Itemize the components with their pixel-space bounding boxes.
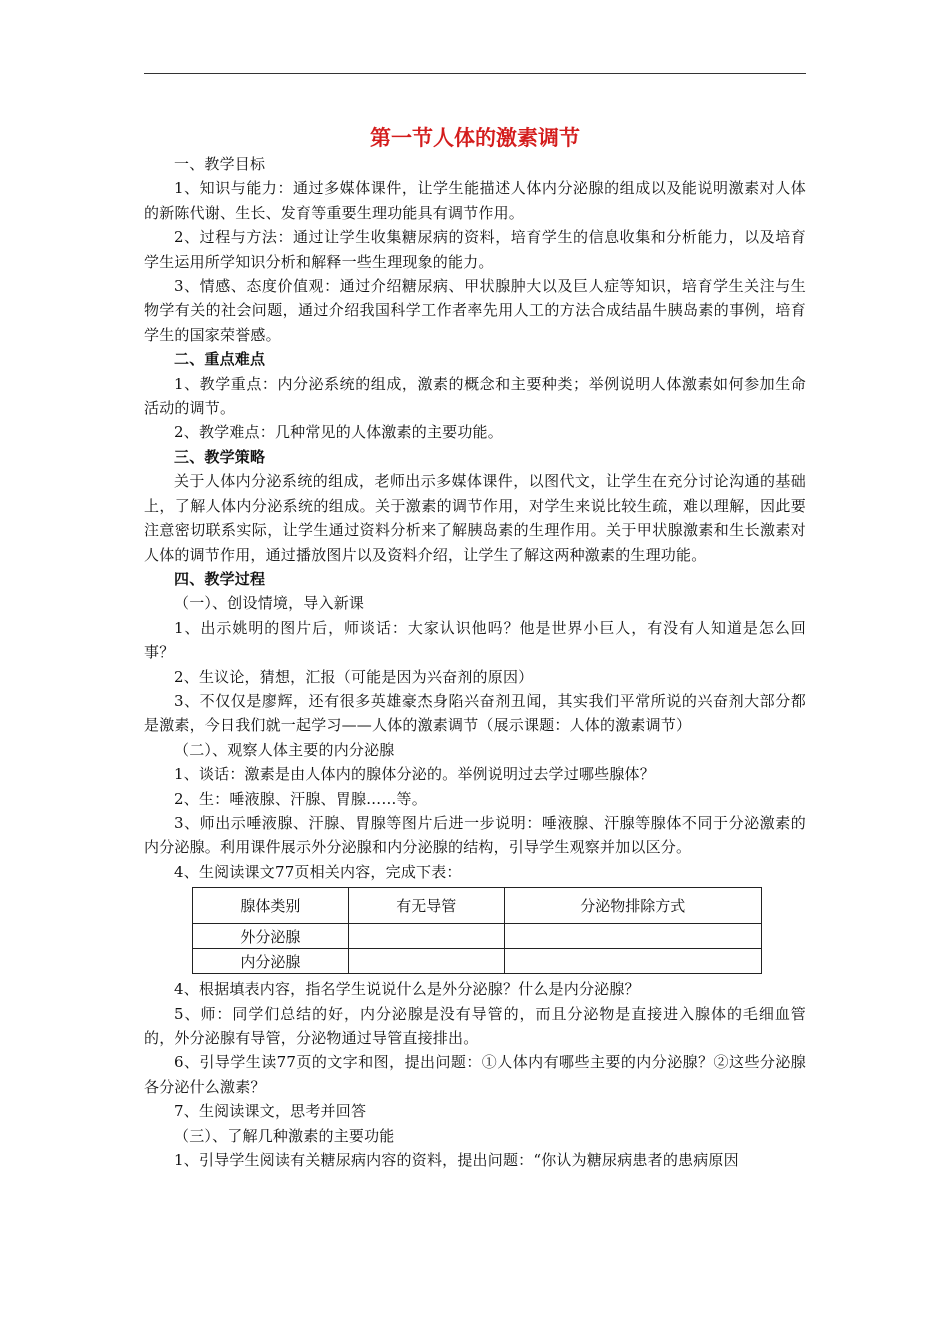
section-heading: 三、教学策略 (174, 447, 266, 466)
paragraph: 5、师：同学们总结的好，内分泌腺是没有导管的，而且分泌物是直接进入腺体的毛细血管的，外分泌腺有导管，分泌物通过导管直接排出。 (144, 1004, 806, 1047)
document-body (144, 124, 806, 1172)
table-row (193, 924, 762, 949)
paragraph: 3、情感、态度价值观：通过介绍糖尿病、甲状腺肿大以及巨人症等知识，培育学生关注与生物学有关的社会问题，通过介绍我国科学工作者率先用人工的方法合成结晶牛胰岛素的事例，培育学生的国家荣誉感。 (144, 277, 806, 344)
paragraph: 1、引导学生阅读有关糖尿病内容的资料，提出问题：“你认为糖尿病患者的患病原因 (174, 1151, 739, 1170)
page-title: 第一节人体的激素调节 (370, 125, 580, 150)
paragraph: 1、谈话：激素是由人体内的腺体分泌的。举例说明过去学过哪些腺体？ (174, 765, 655, 784)
paragraph: 4、根据填表内容，指名学生说说什么是外分泌腺？什么是内分泌腺？ (174, 980, 640, 999)
gland-table (192, 887, 762, 974)
table-cell (348, 924, 504, 949)
paragraph: 2、生：唾液腺、汗腺、胃腺……等。 (174, 789, 427, 808)
table-cell: 内分泌腺 (193, 949, 349, 974)
table-cell: 外分泌腺 (193, 924, 349, 949)
section-before-table (144, 152, 806, 884)
paragraph: 3、不仅仅是廖辉，还有很多英雄豪杰身陷兴奋剂丑闻，其实我们平常所说的兴奋剂大部分都是激素，今日我们就一起学习——人体的激素调节（展示课题：人体的激素调节） (144, 691, 806, 735)
paragraph: 1、知识与能力：通过多媒体课件，让学生能描述人体内分泌腺的组成以及能说明激素对人体的新陈代谢、生长、发育等重要生理功能具有调节作用。 (144, 179, 806, 222)
paragraph: （三）、了解几种激素的主要功能 (174, 1126, 395, 1145)
section-heading: 四、教学过程 (174, 569, 266, 588)
paragraph: 2、教学难点：几种常见的人体激素的主要功能。 (174, 423, 503, 442)
paragraph: 关于人体内分泌系统的组成，老师出示多媒体课件，以图代文，让学生在充分讨论沟通的基础上，了解人体内分泌系统的组成。关于激素的调节作用，对学生来说比较生疏，难以理解，因此要注意密切联系实际，让学生通过资料分析来了解胰岛素的生理作用。关于甲状腺激素和生长激素对人体的调节作用，通过播放图片以及资料介绍，让学生了解这两种激素的生理功能。 (144, 472, 806, 564)
paragraph: 1、出示姚明的图片后，师谈话：大家认识他吗？他是世界小巨人，有没有人知道是怎么回事？ (144, 618, 806, 662)
section-after-table (144, 977, 806, 1172)
paragraph: （一）、创设情境，导入新课 (174, 594, 365, 613)
paragraph: 7、生阅读课文，思考并回答 (174, 1102, 367, 1121)
header-rule (144, 73, 806, 74)
paragraph: 6、引导学生读77页的文字和图，提出问题：①人体内有哪些主要的内分泌腺？②这些分泌腺各分泌什么激素？ (144, 1053, 806, 1096)
paragraph: 4、生阅读课文77页相关内容，完成下表： (174, 862, 462, 881)
paragraph: 3、师出示唾液腺、汗腺、胃腺等图片后进一步说明：唾液腺、汗腺等腺体不同于分泌激素的内分泌腺。利用课件展示外分泌腺和内分泌腺的结构，引导学生观察并加以区分。 (144, 813, 806, 857)
section-heading: 二、重点难点 (174, 350, 266, 369)
paragraph: 2、生议论，猜想，汇报（可能是因为兴奋剂的原因） (174, 667, 534, 686)
table-header-row (193, 888, 762, 924)
paragraph: 一、教学目标 (174, 155, 266, 173)
table-row (193, 949, 762, 974)
paragraph: 1、教学重点：内分泌系统的组成，激素的概念和主要种类；举例说明人体激素如何参加生命活动的调节。 (144, 374, 806, 418)
table-cell (504, 924, 761, 949)
table-cell (348, 949, 504, 974)
paragraph: 2、过程与方法：通过让学生收集糖尿病的资料，培育学生的信息收集和分析能力，以及培育学生运用所学知识分析和解释一些生理现象的能力。 (144, 228, 806, 271)
table-header-cell: 有无导管 (348, 888, 504, 924)
paragraph: （二）、观察人体主要的内分泌腺 (174, 740, 395, 759)
table-cell (504, 949, 761, 974)
table-header-cell: 分泌物排除方式 (504, 888, 761, 924)
table-header-cell: 腺体类别 (193, 888, 349, 924)
